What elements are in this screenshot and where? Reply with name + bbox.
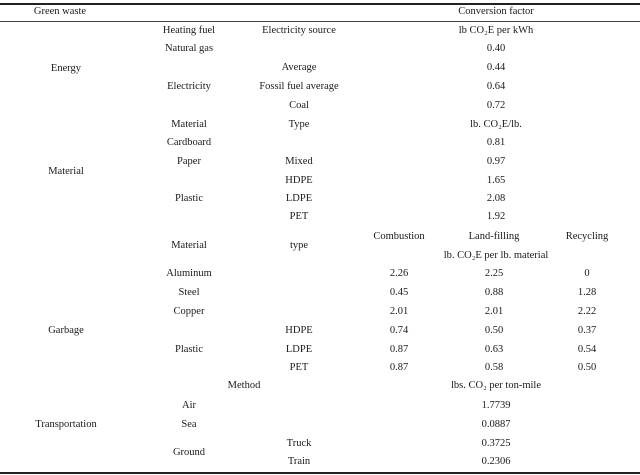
energy-value: 0.64	[486, 81, 506, 92]
garbage-type-ldpe: LDPE	[285, 344, 313, 355]
category-energy: Energy	[50, 63, 82, 74]
energy-fuel-electricity: Electricity	[167, 81, 211, 92]
garbage-copper: Copper	[173, 306, 205, 317]
garbage-combustion-value: 2.01	[389, 306, 409, 317]
transport-value: 0.3725	[481, 438, 511, 449]
garbage-heading-recycling: Recycling	[565, 231, 609, 242]
garbage-combustion-value: 2.26	[389, 268, 409, 279]
garbage-recycling-value: 0.54	[577, 344, 597, 355]
energy-source-fossil: Fossil fuel average	[259, 81, 339, 92]
garbage-heading-unit: lb. CO₂E per lb. material	[443, 250, 549, 261]
garbage-type-hdpe: HDPE	[285, 325, 313, 336]
energy-value: 0.40	[486, 43, 506, 54]
energy-source-average: Average	[281, 62, 317, 73]
garbage-combustion-value: 0.87	[389, 362, 409, 373]
material-type-hdpe: HDPE	[285, 175, 313, 186]
garbage-steel: Steel	[178, 287, 200, 298]
energy-value: 0.72	[486, 100, 506, 111]
garbage-recycling-value: 0	[584, 268, 590, 279]
garbage-landfill-value: 2.25	[484, 268, 504, 279]
garbage-type-pet: PET	[289, 362, 309, 373]
transport-heading-unit: lbs. CO₂ per ton-mile	[451, 380, 541, 391]
transport-ground: Ground	[172, 447, 206, 458]
garbage-heading-landfill: Land-filling	[468, 231, 520, 242]
garbage-plastic: Plastic	[175, 344, 203, 355]
garbage-heading-combustion: Combustion	[373, 231, 425, 242]
garbage-landfill-value: 2.01	[484, 306, 504, 317]
material-plastic: Plastic	[175, 193, 203, 204]
transport-heading-method: Method	[227, 380, 261, 391]
table-top-rule	[0, 3, 640, 5]
garbage-recycling-value: 1.28	[577, 287, 597, 298]
material-value: 0.81	[486, 137, 506, 148]
material-type-pet: PET	[289, 211, 309, 222]
energy-heading-source: Electricity source	[262, 25, 336, 36]
header-rule	[0, 21, 640, 22]
material-heading-material: Material	[171, 119, 207, 130]
category-material: Material	[48, 166, 84, 177]
material-value: 2.08	[486, 193, 506, 204]
material-paper: Paper	[177, 156, 201, 167]
material-value: 0.97	[486, 156, 506, 167]
table-bottom-rule	[0, 472, 640, 474]
energy-fuel-natural-gas: Natural gas	[164, 43, 214, 54]
transport-value: 0.0887	[481, 419, 511, 430]
transport-train: Train	[287, 456, 311, 467]
material-heading-unit: lb. CO₂E/lb.	[470, 119, 522, 130]
material-cardboard: Cardboard	[166, 137, 212, 148]
garbage-landfill-value: 0.58	[484, 362, 504, 373]
material-type-ldpe: LDPE	[285, 193, 313, 204]
garbage-recycling-value: 2.22	[577, 306, 597, 317]
transport-truck: Truck	[286, 438, 312, 449]
material-value: 1.65	[486, 175, 506, 186]
material-value: 1.92	[486, 211, 506, 222]
energy-source-coal: Coal	[289, 100, 309, 111]
transport-sea: Sea	[181, 419, 197, 430]
category-transportation: Transportation	[35, 419, 97, 430]
energy-heading-fuel: Heating fuel	[162, 25, 216, 36]
garbage-recycling-value: 0.37	[577, 325, 597, 336]
category-garbage: Garbage	[48, 325, 84, 336]
garbage-heading-material: Material	[171, 240, 207, 251]
header-conversion-factor: Conversion factor	[458, 6, 534, 17]
garbage-combustion-value: 0.74	[389, 325, 409, 336]
garbage-recycling-value: 0.50	[577, 362, 597, 373]
garbage-combustion-value: 0.87	[389, 344, 409, 355]
material-heading-type: Type	[288, 119, 310, 130]
garbage-aluminum: Aluminum	[166, 268, 212, 279]
transport-value: 0.2306	[481, 456, 511, 467]
energy-value: 0.44	[486, 62, 506, 73]
transport-air: Air	[182, 400, 196, 411]
garbage-landfill-value: 0.50	[484, 325, 504, 336]
energy-heading-unit: lb CO₂E per kWh	[458, 25, 534, 36]
header-green-waste: Green waste	[33, 6, 87, 17]
garbage-heading-type: type	[289, 240, 309, 251]
garbage-combustion-value: 0.45	[389, 287, 409, 298]
transport-value: 1.7739	[481, 400, 511, 411]
garbage-landfill-value: 0.88	[484, 287, 504, 298]
garbage-landfill-value: 0.63	[484, 344, 504, 355]
material-type-mixed: Mixed	[285, 156, 313, 167]
